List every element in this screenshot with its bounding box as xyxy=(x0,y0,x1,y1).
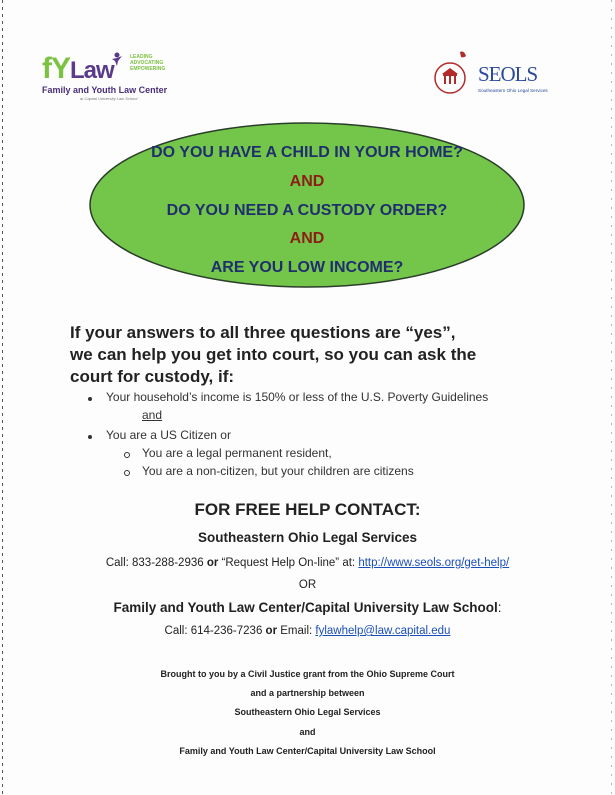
seols-contact-line: Call: 833-288-2936 or “Request Help On-line” at: http://www.seols.org/get-help/ xyxy=(105,557,510,569)
footer-line-3: Southeastern Ohio Legal Services xyxy=(234,707,381,717)
condition-and: and xyxy=(142,408,163,422)
and-2: AND xyxy=(289,230,325,247)
fylaw-subtitle: at Capital University Law School xyxy=(80,96,138,101)
seols-name: SEOLS xyxy=(478,62,538,86)
seols-help-link[interactable]: http://www.seols.org/get-help/ xyxy=(358,557,510,569)
seols-subtitle: Southeastern Ohio Legal Services xyxy=(478,88,548,93)
circle-bullet-icon xyxy=(124,470,130,476)
footer-line-2: and a partnership between xyxy=(250,688,365,698)
questions-oval xyxy=(82,118,532,293)
org-seols: Southeastern Ohio Legal Services xyxy=(197,530,418,545)
lead-paragraph: If your answers to all three questions are “yes”, we can help you get into court, so you can ask the court for custody, if: xyxy=(70,323,477,386)
condition-non-citizen: You are a non-citizen, but your children are citizens xyxy=(142,464,414,478)
question-child-at-home: DO YOU HAVE A CHILD IN YOUR HOME? xyxy=(151,144,463,161)
footer-line-1: Brought to you by a Civil Justice grant from the Ohio Supreme Court xyxy=(160,669,455,679)
condition-permanent-resident: You are a legal permanent resident, xyxy=(142,446,332,460)
circle-bullet-icon xyxy=(124,452,130,458)
fylaw-name: Family and Youth Law Center xyxy=(42,85,168,95)
fylaw-contact-line: Call: 614-236-7236 or Email: fylawhelp@law.capital.edu xyxy=(164,625,451,637)
question-custody-order: DO YOU NEED A CUSTODY ORDER? xyxy=(166,202,448,219)
seols-seal-icon xyxy=(430,48,476,98)
and-1: AND xyxy=(289,173,325,190)
footer-line-4: and xyxy=(299,727,316,737)
question-low-income: ARE YOU LOW INCOME? xyxy=(210,259,404,276)
or-divider: OR xyxy=(298,579,317,591)
condition-income: Your household’s income is 150% or less of the U.S. Poverty Guidelines xyxy=(106,390,489,404)
contact-heading: FOR FREE HELP CONTACT: xyxy=(194,500,421,519)
bullet-icon xyxy=(88,435,92,439)
fylaw-tagline: LEADING ADVOCATING EMPOWERING xyxy=(130,54,166,72)
seols-logo xyxy=(430,48,570,103)
fylaw-email-link[interactable]: fylawhelp@law.capital.edu xyxy=(315,625,451,637)
org-fylaw: Family and Youth Law Center/Capital University Law School: xyxy=(113,600,502,615)
bullet-icon xyxy=(88,397,92,401)
person-icon xyxy=(110,52,124,66)
fylaw-logo xyxy=(42,52,177,104)
footer-line-5: Family and Youth Law Center/Capital University Law School xyxy=(179,746,436,756)
condition-citizen: You are a US Citizen or xyxy=(106,428,231,442)
fylaw-wordmark: fYLaw xyxy=(42,52,114,85)
